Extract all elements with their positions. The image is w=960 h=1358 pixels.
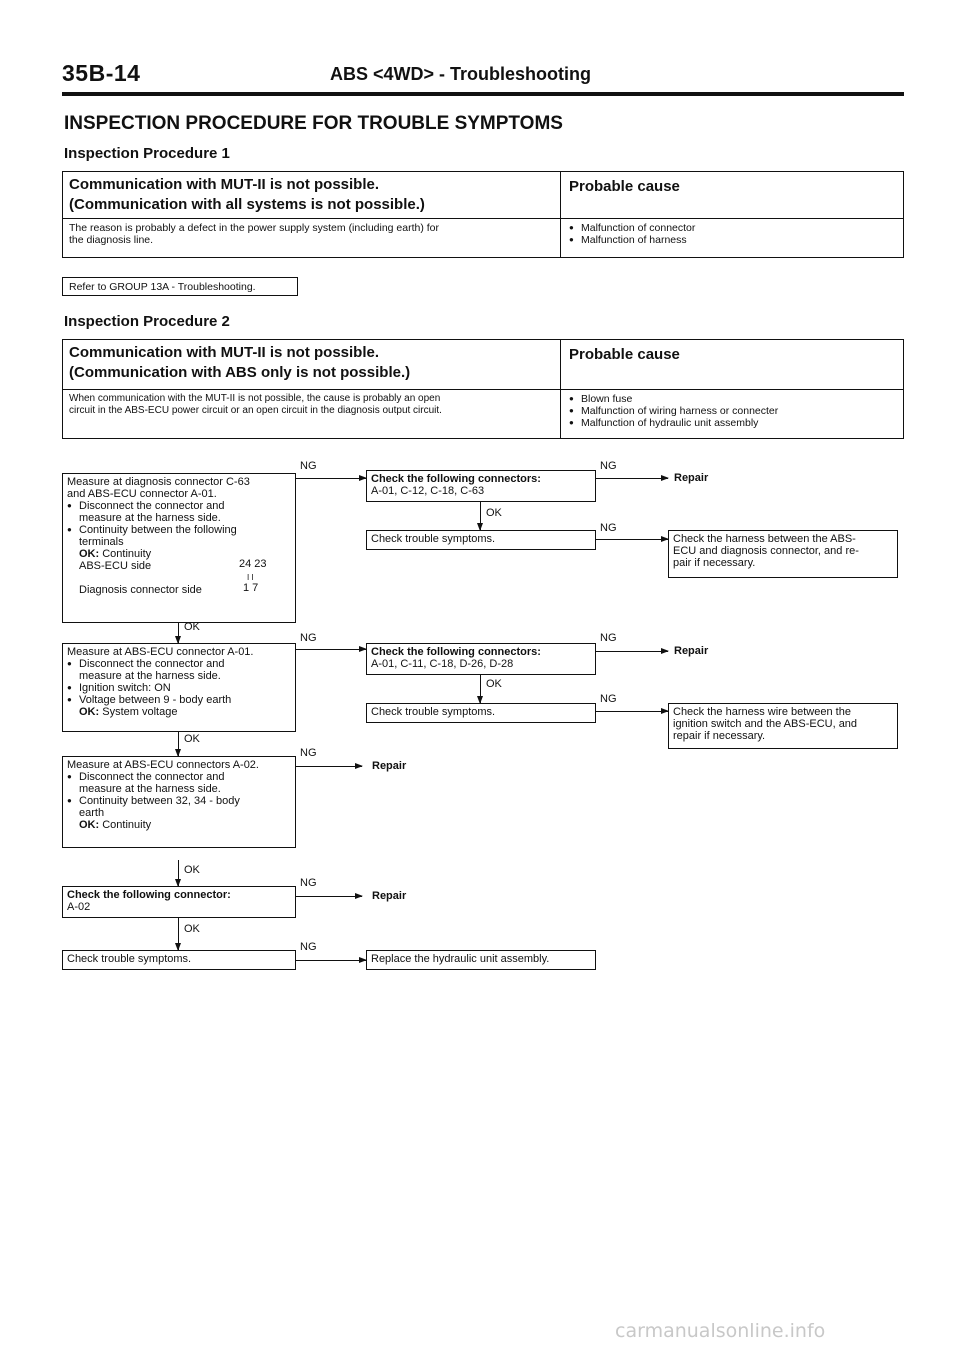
ok-arrow [178, 860, 179, 886]
flow-step2-connectors: Check the following connectors: A-01, C-11, C-18, D-26, D-28 [366, 643, 596, 675]
ok-arrow [178, 918, 179, 950]
ng-label: NG [600, 460, 617, 472]
repair-label: Repair [372, 760, 407, 772]
cause-item: ● Blown fuse [569, 393, 778, 405]
ng-arrow [296, 896, 362, 897]
ng-label: NG [600, 632, 617, 644]
ok-label: OK [184, 923, 200, 935]
proc1-table [62, 171, 904, 258]
ok-label: OK [184, 864, 200, 876]
ok-label: OK [184, 621, 200, 633]
proc1-symptom-2: (Communication with all systems is not possible.) [69, 196, 425, 213]
proc2-heading: Inspection Procedure 2 [64, 313, 230, 330]
proc1-desc: The reason is probably a defect in the power supply system (including earth) for the diagnosis line. [69, 222, 440, 246]
proc2-causes [569, 393, 778, 429]
proc1-causes [569, 222, 695, 246]
proc2-cause-head: Probable cause [569, 346, 680, 363]
ng-label: NG [300, 877, 317, 889]
cause-item: ● Malfunction of wiring harness or connecter [569, 405, 778, 417]
ok-arrow [178, 732, 179, 756]
ng-arrow [596, 711, 668, 712]
flow-replace: Replace the hydraulic unit assembly. [366, 950, 596, 970]
proc2-symptom-2: (Communication with ABS only is not possible.) [69, 364, 411, 381]
ng-label: NG [300, 632, 317, 644]
cause-item: ● Malfunction of connector [569, 222, 695, 234]
flow-step1-fix: Check the harness between the ABS- ECU and diagnosis connector, and re- pair if necessary. [668, 530, 898, 578]
flow-step2: Measure at ABS-ECU connector A-01. ● Disconnect the connector and measure at the harness side. ● Ignition switch: ON ● Voltage between 9 - body earth OK: System voltage [62, 643, 296, 732]
ng-arrow [296, 478, 366, 479]
proc2-symptom-1: Communication with MUT-II is not possible. [69, 344, 380, 361]
ng-arrow [596, 651, 668, 652]
ok-label: OK [184, 733, 200, 745]
flow-step4: Check the following connector: A-02 [62, 886, 296, 918]
proc2-table [62, 339, 904, 439]
proc1-cause-head: Probable cause [569, 178, 680, 195]
ok-arrow [480, 675, 481, 703]
proc1-heading: Inspection Procedure 1 [64, 145, 230, 162]
flow-step2-fix: Check the harness wire between the ignition switch and the ABS-ECU, and repair if necessary. [668, 703, 898, 749]
flow-step1-check: Check trouble symptoms. [366, 530, 596, 550]
proc2-desc: When communication with the MUT-II is not possible, the cause is probably an open circuit in the ABS-ECU power circuit or an open circuit in the diagnosis output circuit. [69, 393, 442, 416]
ok-label: OK [486, 678, 502, 690]
ok-arrow [480, 502, 481, 530]
section-title: ABS <4WD> - Troubleshooting [330, 64, 592, 84]
flow-step5: Check trouble symptoms. [62, 950, 296, 970]
watermark: carmanualsonline.info [615, 1320, 826, 1342]
ng-arrow [296, 766, 362, 767]
cause-item: ● Malfunction of harness [569, 234, 695, 246]
ng-label: NG [300, 941, 317, 953]
page-number: 35B-14 [62, 60, 141, 86]
ng-label: NG [300, 747, 317, 759]
flow-step3: Measure at ABS-ECU connectors A-02. ● Disconnect the connector and measure at the harness side. ● Continuity between 32, 34 - body earth OK: Continuity [62, 756, 296, 848]
header-rule [62, 92, 904, 96]
ok-arrow [178, 623, 179, 643]
repair-label: Repair [674, 645, 709, 657]
ng-arrow [596, 539, 668, 540]
ng-arrow [296, 649, 366, 650]
cause-item: ● Malfunction of hydraulic unit assembly [569, 417, 778, 429]
ok-label: OK [486, 507, 502, 519]
ng-arrow [296, 960, 366, 961]
reference-box: Refer to GROUP 13A - Troubleshooting. [62, 277, 298, 296]
ng-label: NG [600, 693, 617, 705]
page-title: INSPECTION PROCEDURE FOR TROUBLE SYMPTOMS [64, 113, 563, 134]
proc1-symptom-1: Communication with MUT-II is not possible. [69, 176, 380, 193]
ng-arrow [596, 478, 668, 479]
ng-label: NG [600, 522, 617, 534]
flow-step1-connectors: Check the following connectors: A-01, C-12, C-18, C-63 [366, 470, 596, 502]
ng-label: NG [300, 460, 317, 472]
flow-step2-check: Check trouble symptoms. [366, 703, 596, 723]
repair-label: Repair [674, 472, 709, 484]
flow-step1: Measure at diagnosis connector C-63 and ABS-ECU connector A-01. ● Disconnect the connector and measure at the harness side. ● Continuity between the following terminals OK: Continuity ABS-ECU side 24 23 I I Diagnosis connector side 1 7 [62, 473, 296, 623]
repair-label: Repair [372, 890, 407, 902]
